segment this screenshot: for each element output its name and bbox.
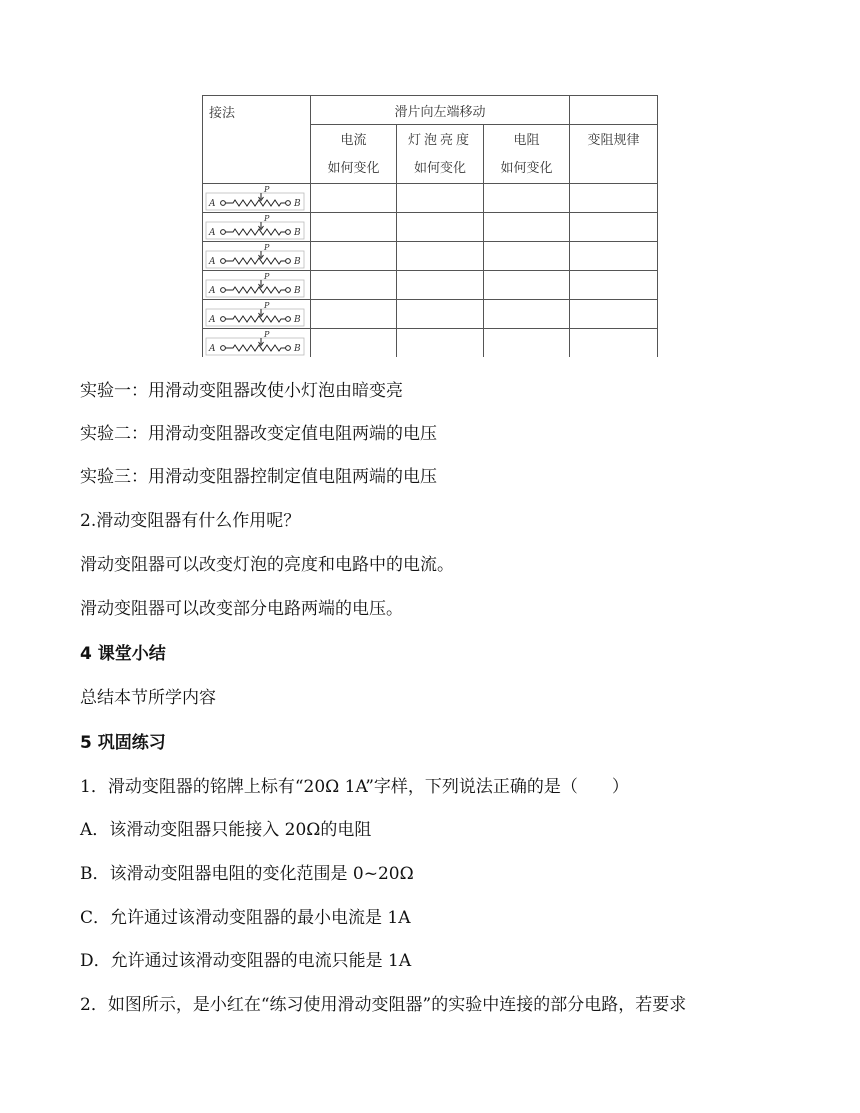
terminal-b-label: B — [294, 198, 301, 209]
experiment-3: 实验三：用滑动变阻器控制定值电阻两端的电压 — [80, 467, 437, 487]
terminal-b-icon — [286, 287, 291, 292]
table-cell — [484, 213, 570, 242]
q1-option-c: C．允许通过该滑动变阻器的最小电流是 1A — [80, 908, 411, 928]
terminal-b-label: B — [294, 314, 301, 325]
rheostat-symbol-cell — [203, 242, 311, 271]
slider-p-label: P — [264, 242, 270, 252]
terminal-a-icon — [221, 258, 226, 263]
rheostat-icon — [203, 301, 309, 328]
rheostat-table — [202, 95, 658, 357]
rheostat-symbol-cell — [203, 271, 311, 300]
terminal-a-icon — [221, 229, 226, 234]
terminal-a-label: A — [209, 285, 216, 296]
resistor-coil-icon — [225, 200, 285, 206]
table-cell — [484, 242, 570, 271]
rheostat-icon — [203, 330, 309, 357]
terminal-b-icon — [286, 345, 291, 350]
table-cell — [484, 271, 570, 300]
q1-option-a: A．该滑动变阻器只能接入 20Ω的电阻 — [80, 820, 372, 840]
table-cell — [311, 242, 397, 271]
answer-2: 滑动变阻器可以改变部分电路两端的电压。 — [80, 599, 403, 619]
slider-p-label: P — [264, 329, 270, 339]
q1-stem: 1．滑动变阻器的铭牌上标有“20Ω 1A”字样，下列说法正确的是（ ） — [80, 777, 629, 797]
terminal-a-label: A — [209, 256, 216, 267]
table-cell — [484, 300, 570, 329]
terminal-b-icon — [286, 316, 291, 321]
experiment-1: 实验一：用滑动变阻器改使小灯泡由暗变亮 — [80, 381, 403, 401]
terminal-b-icon — [286, 200, 291, 205]
header-slider-left: 滑片向左端移动 — [311, 96, 570, 125]
table-cell — [570, 271, 658, 300]
rheostat-symbol-cell — [203, 300, 311, 329]
slider-p-label: P — [264, 184, 270, 194]
q2-stem: 2．如图所示，是小红在“练习使用滑动变阻器”的实验中连接的部分电路，若要求 — [80, 995, 687, 1015]
terminal-b-icon — [286, 258, 291, 263]
q1-option-b: B．该滑动变阻器电阻的变化范围是 0~20Ω — [80, 864, 414, 884]
table-cell — [311, 300, 397, 329]
resistor-coil-icon — [225, 258, 285, 264]
header-current: 电流 如何变化 — [311, 125, 397, 184]
terminal-a-icon — [221, 345, 226, 350]
resistor-coil-icon — [225, 316, 285, 322]
header-brightness: 灯泡亮度 如何变化 — [397, 125, 484, 184]
table-cell — [570, 184, 658, 213]
q1-option-d: D．允许通过该滑动变阻器的电流只能是 1A — [80, 951, 412, 971]
rheostat-symbol-cell — [203, 213, 311, 242]
table-cell — [484, 329, 570, 358]
header-rule: 变阻规律 — [570, 125, 658, 184]
header-connection: 接法 — [203, 96, 311, 184]
table-cell — [484, 184, 570, 213]
section-4-text: 总结本节所学内容 — [80, 688, 216, 708]
table-cell — [397, 242, 484, 271]
rheostat-icon — [203, 214, 309, 241]
terminal-a-label: A — [209, 227, 216, 238]
terminal-a-icon — [221, 200, 226, 205]
section-5-title: 5 巩固练习 — [80, 733, 166, 753]
slider-p-label: P — [264, 213, 270, 223]
table-cell — [570, 213, 658, 242]
experiment-2: 实验二：用滑动变阻器改变定值电阻两端的电压 — [80, 424, 437, 444]
terminal-a-label: A — [209, 343, 216, 354]
table-cell — [397, 271, 484, 300]
table-cell — [311, 271, 397, 300]
terminal-b-icon — [286, 229, 291, 234]
question-2-heading: 2.滑动变阻器有什么作用呢？ — [80, 511, 301, 531]
resistor-coil-icon — [225, 345, 285, 351]
rheostat-icon — [203, 185, 309, 212]
slider-p-label: P — [264, 300, 270, 310]
resistor-coil-icon — [225, 287, 285, 293]
table-cell — [397, 184, 484, 213]
table-cell — [397, 300, 484, 329]
table-cell — [570, 242, 658, 271]
terminal-b-label: B — [294, 256, 301, 267]
rheostat-icon — [203, 272, 309, 299]
table-cell — [397, 329, 484, 358]
terminal-a-icon — [221, 316, 226, 321]
slider-p-label: P — [264, 271, 270, 281]
rheostat-icon — [203, 243, 309, 270]
table-cell — [311, 184, 397, 213]
terminal-b-label: B — [294, 227, 301, 238]
header-resistance: 电阻 如何变化 — [484, 125, 570, 184]
table-cell — [570, 300, 658, 329]
table-cell — [311, 329, 397, 358]
table-cell — [311, 213, 397, 242]
table-cell — [570, 329, 658, 358]
table-cell — [397, 213, 484, 242]
terminal-b-label: B — [294, 285, 301, 296]
terminal-a-label: A — [209, 198, 216, 209]
header-empty — [570, 96, 658, 125]
resistor-coil-icon — [225, 229, 285, 235]
terminal-a-icon — [221, 287, 226, 292]
section-4-title: 4 课堂小结 — [80, 644, 166, 664]
terminal-a-label: A — [209, 314, 216, 325]
rheostat-symbol-cell — [203, 184, 311, 213]
answer-1: 滑动变阻器可以改变灯泡的亮度和电路中的电流。 — [80, 555, 454, 575]
rheostat-symbol-cell — [203, 329, 311, 358]
terminal-b-label: B — [294, 343, 301, 354]
